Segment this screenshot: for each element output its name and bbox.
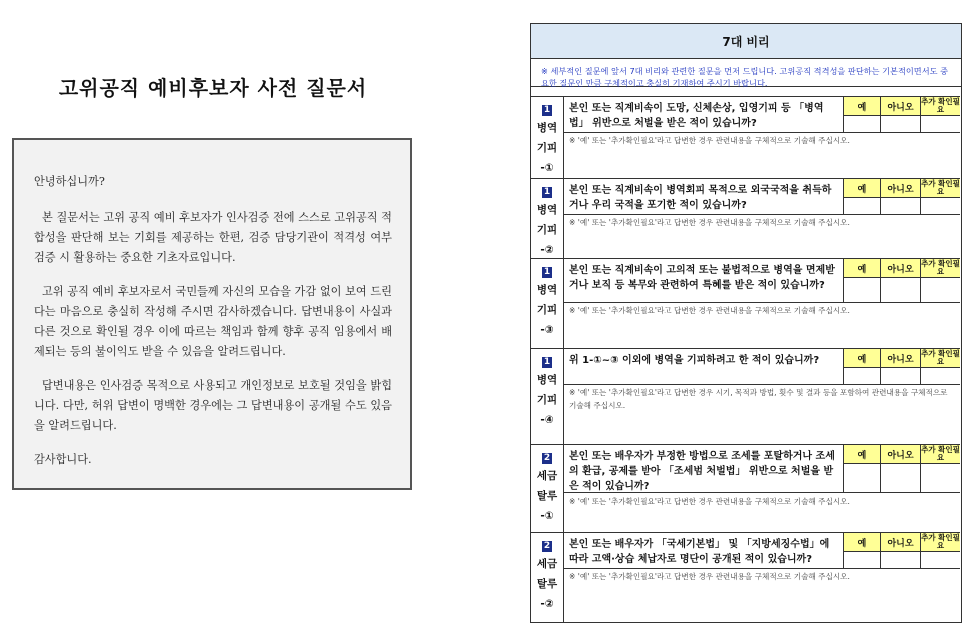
question-panel (530, 23, 962, 623)
category-sub: -③ (540, 324, 554, 336)
answer-cells (843, 278, 960, 302)
yes-cell[interactable] (843, 552, 880, 568)
category-label-2: 탈루 (536, 578, 558, 590)
answer-note: ※ '예' 또는 '추가확인필요'라고 답변한 경우 관련내용을 구체적으로 기술해 주십시오. (569, 136, 850, 145)
category-cell (531, 445, 564, 533)
category-cell (531, 349, 564, 445)
category-label-2: 탈루 (536, 490, 558, 502)
divider (563, 384, 960, 385)
yes-option[interactable]: 예 (843, 259, 880, 278)
document-title: 고위공직 예비후보자 사전 질문서 (58, 76, 368, 100)
category-label-1: 병역 (536, 374, 558, 386)
yes-option[interactable]: 예 (843, 445, 880, 464)
category-label-2: 기피 (536, 224, 558, 236)
category-label-1: 병역 (536, 284, 558, 296)
category-cell (531, 533, 564, 623)
category-number: 1 (543, 267, 551, 277)
category-sub: -② (540, 244, 554, 256)
notice-text: ※ 세부적인 질문에 앞서 7대 비리와 관련한 질문을 먼저 드립니다. 고위공직 적격성을 판단하는 기본적이면서도 중요한 질문인 만큼 구체적이고 충실히 기재하여 주시기 바랍니다. (531, 59, 961, 87)
divider (563, 302, 960, 303)
category-sub: -① (540, 162, 554, 174)
answer-options (843, 259, 960, 278)
category-label-1: 세금 (536, 470, 558, 482)
needs-check-cell[interactable] (920, 368, 960, 384)
no-cell[interactable] (880, 552, 920, 568)
needs-check-cell[interactable] (920, 278, 960, 302)
answer-options (843, 179, 960, 198)
needs-check-cell[interactable] (920, 116, 960, 132)
question-item (531, 348, 960, 445)
question-text: 본인 또는 배우자가 「국세기본법」 및 「지방세징수법」에 따라 고액·상습 체납자로 명단이 공개된 적이 있습니까? (569, 539, 830, 565)
divider (563, 132, 960, 133)
category-number: 2 (543, 541, 551, 551)
category-label-1: 병역 (536, 204, 558, 216)
intro-paragraph-3: 답변내용은 인사검증 목적으로 사용되고 개인정보로 보호될 것임을 밝힙니다. 다만, 허위 답변이 명백한 경우에는 그 답변내용이 공개될 수도 있음을 알려드립니다. (34, 379, 392, 432)
answer-note: ※ '예' 또는 '추가확인필요'라고 답변한 경우 관련내용을 구체적으로 기술해 주십시오. (569, 218, 850, 227)
question-text: 본인 또는 배우자가 부정한 방법으로 조세를 포탈하거나 조세의 환급, 공제를 받아 「조세범 처벌법」 위반으로 처벌을 받은 적이 있습니까? (569, 451, 835, 492)
answer-note: ※ '예' 또는 '추가확인필요'라고 답변한 경우 관련내용을 구체적으로 기술해 주십시오. (569, 306, 850, 315)
yes-option[interactable]: 예 (843, 349, 880, 368)
no-option[interactable]: 아니오 (880, 445, 920, 464)
category-label-2: 기피 (536, 304, 558, 316)
category-label-1: 세금 (536, 558, 558, 570)
yes-cell[interactable] (843, 116, 880, 132)
answer-note: ※ '예' 또는 '추가확인필요'라고 답변한 경우 관련내용을 구체적으로 기술해 주십시오. (569, 572, 850, 581)
category-label-2: 기피 (536, 142, 558, 154)
no-cell[interactable] (880, 464, 920, 492)
answer-options (843, 349, 960, 368)
needs-check-option[interactable]: 추가 확인필요 (921, 533, 960, 550)
no-cell[interactable] (880, 198, 920, 214)
no-option[interactable]: 아니오 (880, 97, 920, 116)
answer-note: ※ '예' 또는 '추가확인필요'라고 답변한 경우 시기, 목적과 방법, 횟수 및 결과 등을 포함하여 관련내용을 구체적으로 기술해 주십시오. (569, 388, 948, 410)
answer-cells (843, 464, 960, 492)
answer-cells (843, 368, 960, 384)
question-item (531, 444, 960, 533)
answer-options (843, 445, 960, 464)
yes-cell[interactable] (843, 278, 880, 302)
intro-paragraph-1: 본 질문서는 고위 공직 예비 후보자가 인사검증 전에 스스로 고위공직 적합성을 판단해 보는 기회를 제공하는 한편, 검증 담당기관이 적격성 여부 검증 시 활용하는 중요한 기초자료입니다. (34, 211, 392, 264)
intro-box (12, 138, 412, 490)
no-option[interactable]: 아니오 (880, 179, 920, 198)
question-item (531, 178, 960, 259)
needs-check-cell[interactable] (920, 464, 960, 492)
needs-check-option[interactable]: 추가 확인필요 (921, 445, 960, 462)
panel-header: 7대 비리 (531, 24, 961, 59)
question-text: 위 1-①~③ 이외에 병역을 기피하려고 한 적이 있습니까? (569, 355, 820, 366)
needs-check-cell[interactable] (920, 198, 960, 214)
answer-options (843, 533, 960, 552)
yes-cell[interactable] (843, 368, 880, 384)
question-item (531, 532, 960, 623)
category-sub: -① (540, 510, 554, 522)
needs-check-option[interactable]: 추가 확인필요 (921, 97, 960, 114)
category-cell (531, 179, 564, 259)
question-text: 본인 또는 직계비속이 병역회피 목적으로 외국국적을 취득하거나 우리 국적을 포기한 적이 있습니까? (569, 185, 832, 211)
greeting-text: 안녕하십니까? (34, 175, 105, 188)
category-number: 1 (543, 187, 551, 197)
intro-paragraph-2: 고위 공직 예비 후보자로서 국민들께 자신의 모습을 가감 없이 보여 드린다는 마음으로 충실히 작성해 주시면 감사하겠습니다. 답변내용이 사실과 다른 것으로 확인될 경우 이에 따르는 책임과 함께 향후 공직 임용에서 배제되는 등의 불이익도 받을 수 있음을 알려드립니다. (34, 285, 392, 358)
category-sub: -④ (540, 414, 554, 426)
answer-cells (843, 552, 960, 568)
no-cell[interactable] (880, 368, 920, 384)
no-cell[interactable] (880, 116, 920, 132)
answer-cells (843, 198, 960, 214)
needs-check-option[interactable]: 추가 확인필요 (921, 349, 960, 366)
question-item (531, 258, 960, 349)
category-number: 2 (543, 453, 551, 463)
category-number: 1 (543, 105, 551, 115)
no-option[interactable]: 아니오 (880, 259, 920, 278)
no-cell[interactable] (880, 278, 920, 302)
category-sub: -② (540, 598, 554, 610)
category-cell (531, 97, 564, 179)
category-label-1: 병역 (536, 122, 558, 134)
divider (563, 492, 960, 493)
yes-cell[interactable] (843, 464, 880, 492)
answer-cells (843, 116, 960, 132)
question-text: 본인 또는 직계비속이 고의적 또는 불법적으로 병역을 면제받거나 보직 등 복무와 관련하여 특혜를 받은 적이 있습니까? (569, 265, 835, 291)
needs-check-cell[interactable] (920, 552, 960, 568)
no-option[interactable]: 아니오 (880, 533, 920, 552)
yes-cell[interactable] (843, 198, 880, 214)
category-cell (531, 259, 564, 349)
divider (563, 568, 960, 569)
no-option[interactable]: 아니오 (880, 349, 920, 368)
question-item (531, 96, 960, 179)
question-text: 본인 또는 직계비속이 도망, 신체손상, 입영기피 등 「병역법」 위반으로 처벌을 받은 적이 있습니까? (569, 103, 824, 129)
category-number: 1 (543, 357, 551, 367)
category-label-2: 기피 (536, 394, 558, 406)
answer-note: ※ '예' 또는 '추가확인필요'라고 답변한 경우 관련내용을 구체적으로 기술해 주십시오. (569, 497, 850, 506)
closing-text: 감사합니다. (34, 453, 92, 466)
yes-option[interactable]: 예 (843, 533, 880, 552)
yes-option[interactable]: 예 (843, 97, 880, 116)
needs-check-option[interactable]: 추가 확인필요 (921, 259, 960, 276)
divider (563, 214, 960, 215)
yes-option[interactable]: 예 (843, 179, 880, 198)
needs-check-option[interactable]: 추가 확인필요 (921, 179, 960, 196)
answer-options (843, 97, 960, 116)
